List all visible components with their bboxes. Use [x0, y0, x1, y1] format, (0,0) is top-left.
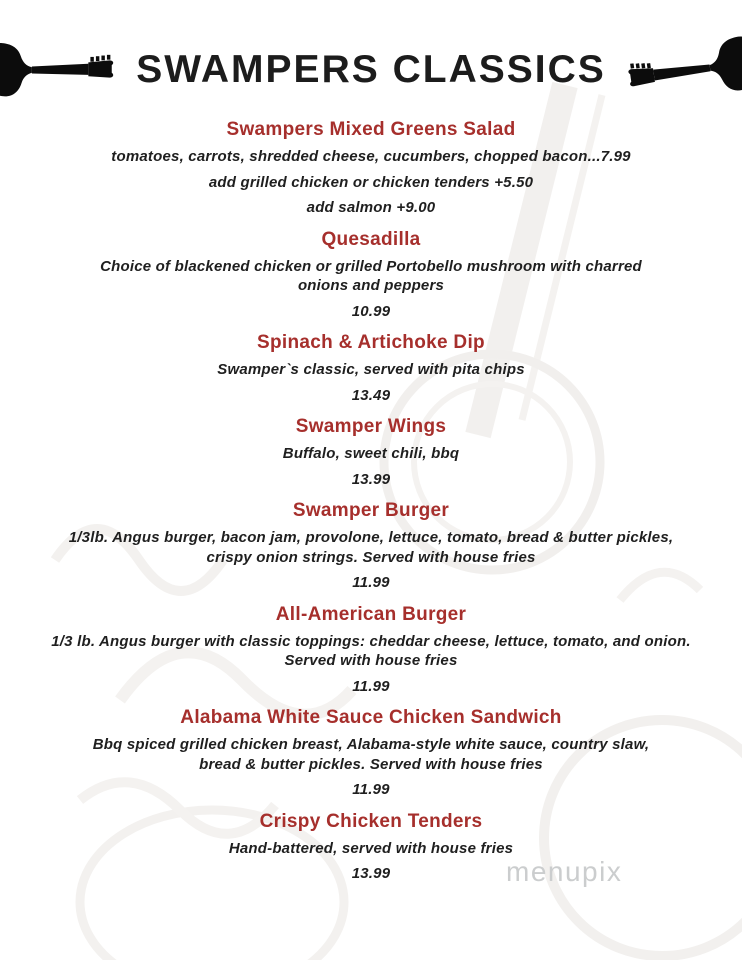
menu-item: [0, 332, 742, 405]
menu-item-line: Bbq spiced grilled chicken breast, Alabama-style white sauce, country slaw, bread & butter pickles. Served with house fries: [92, 736, 650, 773]
menu-item-lines: [0, 147, 742, 218]
menu-item: [0, 500, 742, 593]
menu-item-line: add salmon +9.00: [306, 199, 436, 216]
menu-item-line: 11.99: [352, 781, 390, 798]
menu-item-lines: [0, 735, 742, 800]
menu-item-line: tomatoes, carrots, shredded cheese, cucumbers, chopped bacon...7.99: [111, 148, 631, 165]
menu-item: [0, 811, 742, 884]
menu-item-lines: [0, 360, 742, 405]
menu-item: [0, 416, 742, 489]
menupix-watermark: menupix: [506, 856, 623, 887]
menu-item-line: Choice of blackened chicken or grilled Portobello mushroom with charred onions and peppers: [100, 257, 642, 294]
menu-item-lines: [0, 257, 742, 322]
menu-item-lines: [0, 632, 742, 697]
menu-header: [0, 0, 742, 106]
menu-item-line: 1/3 lb. Angus burger with classic toppings: cheddar cheese, lettuce, tomato, and onion. Served with house fries: [51, 632, 691, 669]
menu-item-name: Crispy Chicken Tenders: [259, 810, 483, 832]
menu-list: [0, 106, 742, 884]
menu-item-name: All-American Burger: [275, 603, 467, 625]
menu-item-lines: [0, 528, 742, 593]
menu-item-line: add grilled chicken or chicken tenders +5.50: [208, 173, 534, 191]
menu-item: [0, 604, 742, 697]
guitar-right-icon: [618, 29, 742, 111]
menu-item-line: 13.99: [351, 865, 391, 882]
menu-item-line: Hand-battered, served with house fries: [228, 839, 514, 857]
page-title: SWAMPERS CLASSICS: [136, 48, 606, 91]
menu-item-line: Buffalo, sweet chili, bbq: [282, 445, 460, 462]
guitar-left-icon: [0, 39, 120, 101]
menu-item: [0, 119, 742, 218]
menu-item-name: Spinach & Artichoke Dip: [257, 332, 485, 353]
menu-item-line: 13.49: [351, 386, 391, 404]
menu-item-line: 11.99: [352, 677, 390, 695]
menu-item-line: 10.99: [351, 302, 391, 320]
menu-item: [0, 707, 742, 800]
menu-item-name: Swampers Mixed Greens Salad: [226, 119, 516, 140]
menu-item-name: Swamper Burger: [292, 500, 450, 521]
menu-item-name: Swamper Wings: [295, 416, 447, 437]
menu-item-line: 11.99: [352, 574, 390, 591]
menu-item-line: Swamper`s classic, served with pita chips: [217, 361, 525, 378]
menu-item-lines: [0, 839, 742, 884]
menu-item-lines: [0, 444, 742, 489]
menu-item-name: Quesadilla: [321, 228, 421, 250]
menu-item: [0, 229, 742, 322]
menu-item-line: 1/3lb. Angus burger, bacon jam, provolone, lettuce, tomato, bread & butter pickles, crispy onion strings. Served with house fries: [68, 529, 674, 566]
menu-item-line: 13.99: [351, 470, 391, 488]
menu-item-name: Alabama White Sauce Chicken Sandwich: [180, 707, 562, 728]
